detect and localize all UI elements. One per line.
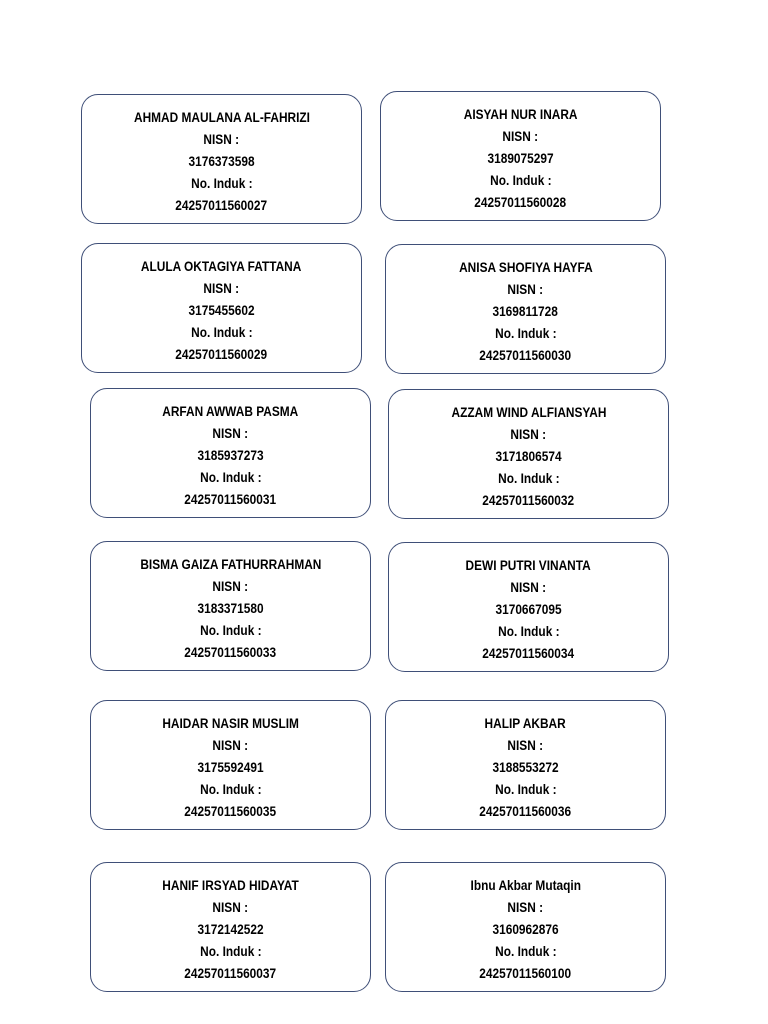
induk-label: No. Induk : [494, 326, 557, 341]
student-name: ARFAN AWWAB PASMA [162, 404, 299, 419]
induk-label: No. Induk : [489, 173, 552, 188]
student-name: HALIP AKBAR [484, 716, 567, 731]
student-label-card [388, 542, 669, 672]
student-label-card [81, 94, 362, 224]
student-name: HANIF IRSYAD HIDAYAT [162, 878, 299, 893]
induk-value: 24257011560029 [175, 347, 268, 362]
nisn-value: 3189075297 [487, 151, 554, 166]
student-label-card [385, 700, 666, 830]
induk-label: No. Induk : [497, 471, 560, 486]
induk-label: No. Induk : [494, 782, 557, 797]
induk-value: 24257011560036 [479, 804, 572, 819]
nisn-label: NISN : [212, 426, 249, 441]
student-label-card [90, 388, 371, 518]
student-label-card [385, 244, 666, 374]
nisn-label: NISN : [507, 282, 544, 297]
student-label-card [385, 862, 666, 992]
student-name: DEWI PUTRI VINANTA [465, 558, 592, 573]
induk-label: No. Induk : [497, 624, 560, 639]
induk-value: 24257011560034 [482, 646, 575, 661]
student-label-card [388, 389, 669, 519]
student-label-card [90, 700, 371, 830]
nisn-value: 3170667095 [495, 602, 562, 617]
nisn-value: 3185937273 [197, 448, 264, 463]
nisn-value: 3175455602 [188, 303, 255, 318]
nisn-label: NISN : [203, 132, 240, 147]
student-label-card [90, 862, 371, 992]
induk-label: No. Induk : [199, 470, 262, 485]
student-label-card [90, 541, 371, 671]
induk-value: 24257011560028 [474, 195, 567, 210]
induk-value: 24257011560100 [479, 966, 572, 981]
nisn-label: NISN : [507, 900, 544, 915]
nisn-value: 3160962876 [492, 922, 559, 937]
induk-label: No. Induk : [494, 944, 557, 959]
student-label-card [81, 243, 362, 373]
student-name: ALULA OKTAGIYA FATTANA [141, 259, 302, 274]
nisn-value: 3169811728 [492, 304, 559, 319]
nisn-value: 3176373598 [188, 154, 255, 169]
student-label-card [380, 91, 661, 221]
induk-label: No. Induk : [199, 782, 262, 797]
induk-value: 24257011560033 [184, 645, 277, 660]
student-name: HAIDAR NASIR MUSLIM [162, 716, 299, 731]
nisn-label: NISN : [203, 281, 240, 296]
nisn-value: 3183371580 [197, 601, 264, 616]
nisn-label: NISN : [212, 579, 249, 594]
induk-value: 24257011560032 [482, 493, 575, 508]
induk-label: No. Induk : [199, 944, 262, 959]
nisn-label: NISN : [510, 580, 547, 595]
nisn-value: 3175592491 [197, 760, 264, 775]
induk-label: No. Induk : [199, 623, 262, 638]
nisn-value: 3171806574 [495, 449, 562, 464]
student-name: BISMA GAIZA FATHURRAHMAN [139, 557, 322, 572]
student-name: AZZAM WIND ALFIANSYAH [451, 405, 606, 420]
nisn-label: NISN : [502, 129, 539, 144]
induk-label: No. Induk : [190, 325, 253, 340]
nisn-label: NISN : [510, 427, 547, 442]
induk-value: 24257011560035 [184, 804, 277, 819]
student-name: ANISA SHOFIYA HAYFA [458, 260, 593, 275]
induk-value: 24257011560027 [175, 198, 268, 213]
student-name: Ibnu Akbar Mutaqin [470, 878, 581, 893]
induk-value: 24257011560037 [184, 966, 277, 981]
nisn-label: NISN : [507, 738, 544, 753]
nisn-value: 3188553272 [492, 760, 559, 775]
student-name: AHMAD MAULANA AL-FAHRIZI [133, 110, 310, 125]
nisn-label: NISN : [212, 738, 249, 753]
nisn-label: NISN : [212, 900, 249, 915]
induk-label: No. Induk : [190, 176, 253, 191]
induk-value: 24257011560030 [479, 348, 572, 363]
student-name: AISYAH NUR INARA [463, 107, 578, 122]
induk-value: 24257011560031 [184, 492, 277, 507]
nisn-value: 3172142522 [197, 922, 264, 937]
